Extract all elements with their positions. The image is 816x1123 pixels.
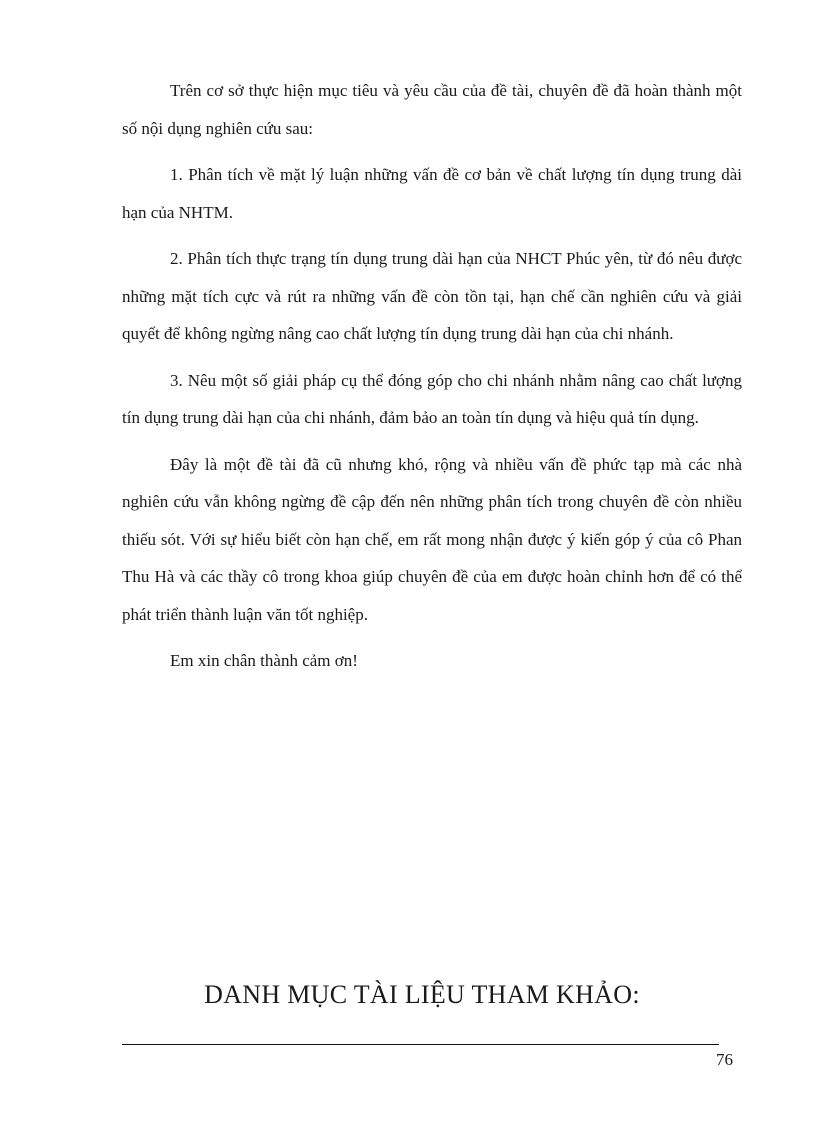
- paragraph-summary-intro: Trên cơ sở thực hiện mục tiêu và yêu cầu của đề tài, chuyên đề đã hoàn thành một số nội dụng nghiên cứu sau:: [122, 81, 742, 138]
- document-body: [122, 72, 742, 689]
- paragraph-point-3: 3. Nêu một số giải pháp cụ thể đóng góp cho chi nhánh nhằm nâng cao chất lượng tín dụng trung dài hạn của chi nhánh, đảm bảo an toàn tín dụng và hiệu quả tín dụng.: [122, 370, 742, 427]
- paragraph-thanks: Em xin chân thành cảm ơn!: [170, 651, 358, 670]
- page-number: 76: [716, 1050, 733, 1069]
- paragraph-point-2: 2. Phân tích thực trạng tín dụng trung dài hạn của NHCT Phúc yên, từ đó nêu được những mặt tích cực và rút ra những vấn đề còn tồn tại, hạn chế cần nghiên cứu và giải quyết để không ngừng nâng cao chất lượng tín dụng trung dài hạn của chi nhánh.: [122, 249, 742, 343]
- paragraph-point-1: 1. Phân tích về mặt lý luận những vấn đề cơ bản về chất lượng tín dụng trung dài hạn của NHTM.: [122, 165, 742, 222]
- paragraph-closing-remarks: Đây là một đề tài đã cũ nhưng khó, rộng và nhiều vấn đề phức tạp mà các nhà nghiên cứu vẫn không ngừng đề cập đến nên những phân tích trong chuyên đề còn nhiều thiếu sót. Với sự hiểu biết còn hạn chế, em rất mong nhận được ý kiến góp ý của cô Phan Thu Hà và các thầy cô trong khoa giúp chuyên đề của em được hoàn chỉnh hơn để có thể phát triển thành luận văn tốt nghiệp.: [122, 454, 742, 624]
- footer-divider: [122, 1044, 719, 1045]
- reference-list-heading: DANH MỤC TÀI LIỆU THAM KHẢO:: [204, 980, 640, 1009]
